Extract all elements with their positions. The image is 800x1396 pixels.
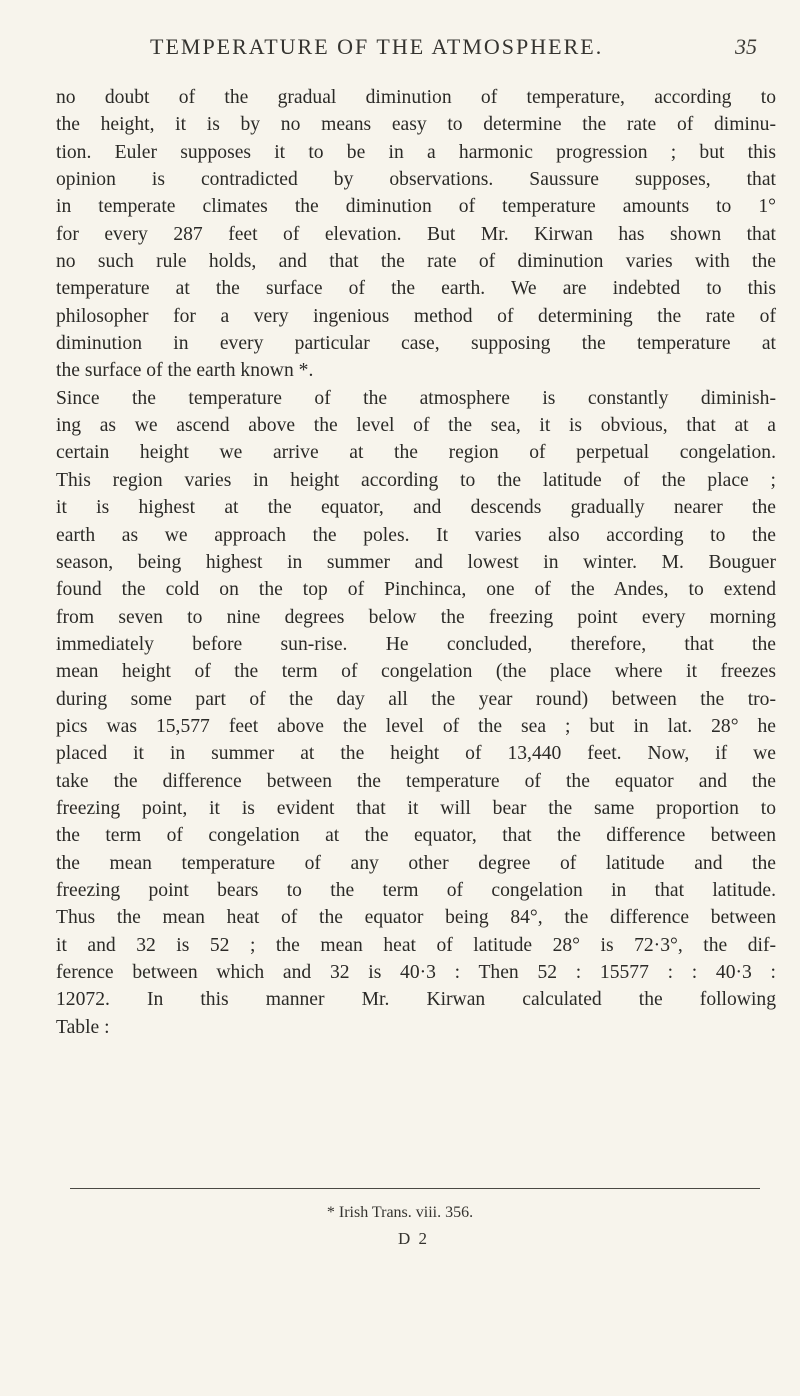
text-line: in temperate climates the diminution of temperature amounts to 1° bbox=[56, 196, 776, 218]
text-line: opinion is contradicted by observations. Saussure supposes, that bbox=[56, 169, 776, 191]
footnote: * Irish Trans. viii. 356. bbox=[326, 1204, 474, 1221]
text-line: the term of congelation at the equator, that the difference between bbox=[56, 825, 776, 847]
text-line: 12072. In this manner Mr. Kirwan calculated the following bbox=[56, 989, 776, 1011]
text-line: it and 32 is 52 ; the mean heat of latitude 28° is 72·3°, the dif- bbox=[56, 934, 776, 956]
text-line: take the difference between the temperature of the equator and the bbox=[56, 770, 776, 792]
page-number: 35 bbox=[735, 34, 757, 59]
text-line: tion. Euler supposes it to be in a harmonic progression ; but this bbox=[56, 141, 776, 163]
text-line: pics was 15,577 feet above the level of the sea ; but in lat. 28° he bbox=[56, 715, 776, 737]
text-line: the height, it is by no means easy to determine the rate of diminu- bbox=[56, 114, 776, 136]
text-line: This region varies in height according to the latitude of the place ; bbox=[56, 469, 776, 491]
text-line: season, being highest in summer and lowest in winter. M. Bouguer bbox=[56, 551, 776, 573]
text-line: no such rule holds, and that the rate of diminution varies with the bbox=[56, 251, 776, 273]
text-line: mean height of the term of congelation (the place where it freezes bbox=[56, 661, 776, 683]
running-title: TEMPERATURE OF THE ATMOSPHERE. bbox=[150, 34, 604, 59]
text-line: found the cold on the top of Pinchinca, one of the Andes, to extend bbox=[56, 579, 776, 601]
running-head bbox=[0, 34, 800, 74]
text-line: from seven to nine degrees below the freezing point every morning bbox=[56, 606, 776, 628]
text-line: Since the temperature of the atmosphere is constantly diminish- bbox=[56, 387, 776, 409]
text-line: the mean temperature of any other degree of latitude and the bbox=[56, 852, 776, 874]
text-line: philosopher for a very ingenious method of determining the rate of bbox=[56, 305, 776, 327]
text-line: no doubt of the gradual diminution of temperature, according to bbox=[56, 87, 776, 108]
text-line: Table : bbox=[56, 1016, 110, 1038]
text-line: ference between which and 32 is 40·3 : Then 52 : 15577 : : 40·3 : bbox=[56, 962, 776, 983]
footnote-rule bbox=[70, 1188, 760, 1189]
body-text bbox=[56, 84, 776, 1041]
text-line: ing as we ascend above the level of the sea, it is obvious, that at a bbox=[56, 415, 776, 437]
text-line: for every 287 feet of elevation. But Mr. Kirwan has shown that bbox=[56, 223, 776, 245]
text-line: Thus the mean heat of the equator being 84°, the difference between bbox=[56, 907, 776, 929]
text-line: immediately before sun-rise. He concluded, therefore, that the bbox=[56, 633, 776, 655]
text-line: the surface of the earth known *. bbox=[56, 360, 314, 382]
text-line: placed it in summer at the height of 13,440 feet. Now, if we bbox=[56, 743, 776, 765]
text-line: during some part of the day all the year round) between the tro- bbox=[56, 688, 776, 710]
text-line: freezing point, it is evident that it will bear the same proportion to bbox=[56, 797, 776, 819]
text-line: earth as we approach the poles. It varies also according to the bbox=[56, 524, 776, 546]
text-line: temperature at the surface of the earth. We are indebted to this bbox=[56, 278, 776, 300]
text-line: it is highest at the equator, and descends gradually nearer the bbox=[56, 497, 776, 519]
signature-mark: D 2 bbox=[398, 1229, 430, 1248]
text-line: diminution in every particular case, supposing the temperature at bbox=[56, 333, 776, 355]
text-line: freezing point bears to the term of congelation in that latitude. bbox=[56, 879, 776, 901]
text-line: certain height we arrive at the region of perpetual congelation. bbox=[56, 442, 776, 464]
